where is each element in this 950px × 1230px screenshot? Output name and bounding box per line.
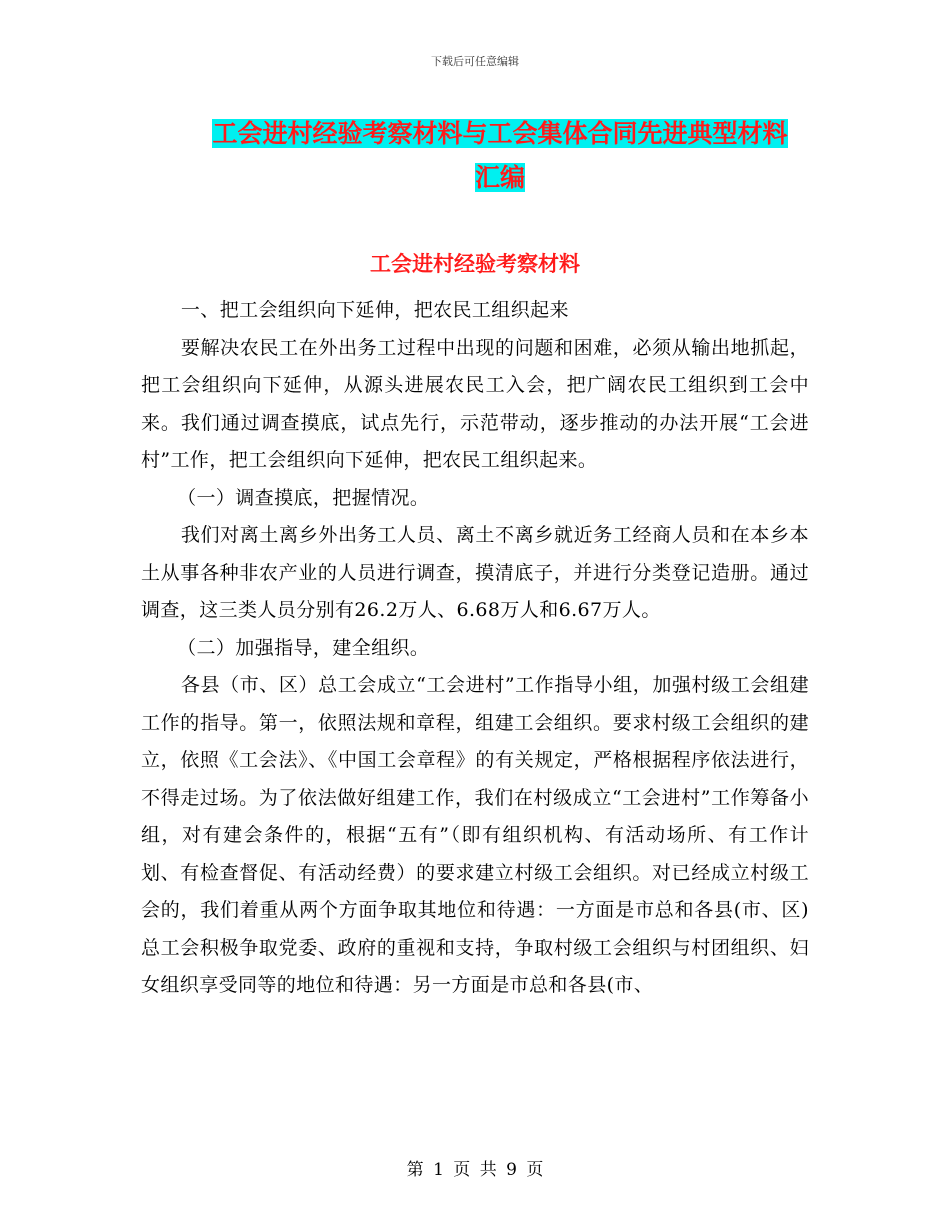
paragraph: 我们对离土离乡外出务工人员、离土不离乡就近务工经商人员和在本乡本土从事各种非农产业的人员进行调查，摸清底子，并进行分类登记造册。通过调查，这三类人员分别有26.2万人、6.68万人和6.67万人。: [141, 524, 809, 621]
section-title: 工会进村经验考察材料: [370, 251, 580, 276]
page-header: 下载后可任意编辑: [431, 55, 519, 68]
document-title-line1: 工会进村经验考察材料与工会集体合同先进典型材料: [212, 119, 788, 148]
document-body: [141, 292, 809, 1005]
subheading-1: （一）调查摸底，把握情况。: [177, 486, 430, 509]
paragraph: 要解决农民工在外出务工过程中出现的问题和困难，必须从输出地抓起，把工会组织向下延伸，从源头进展农民工入会，把广阔农民工组织到工会中来。我们通过调查摸底，试点先行，示范带动，逐步推动的办法开展“工会进村”工作，把工会组织向下延伸，把农民工组织起来。: [141, 336, 809, 471]
subheading-2: （二）加强指导，建全组织。: [177, 636, 430, 659]
document-title-line2: 汇编: [474, 163, 525, 192]
document-title: [190, 112, 810, 200]
page-footer: 第 1 页 共 9 页: [406, 1160, 544, 1180]
heading-1: 一、把工会组织向下延伸，把农民工组织起来: [180, 299, 569, 321]
paragraph: 各县（市、区）总工会成立“工会进村”工作指导小组，加强村级工会组建工作的指导。第一，依照法规和章程，组建工会组织。要求村级工会组织的建立，依照《工会法》、《中国工会章程》的有关规定，严格根据程序依法进行，不得走过场。为了依法做好组建工作，我们在村级成立“工会进村”工作筹备小组，对有建会条件的，根据“五有”（即有组织机构、有活动场所、有工作计划、有检查督促、有活动经费）的要求建立村级工会组织。对已经成立村级工会的，我们着重从两个方面争取其地位和待遇：一方面是市总和各县(市、区)总工会积极争取党委、政府的重视和支持，争取村级工会组织与村团组织、妇女组织享受同等的地位和待遇：另一方面是市总和各县(市、: [141, 674, 809, 996]
